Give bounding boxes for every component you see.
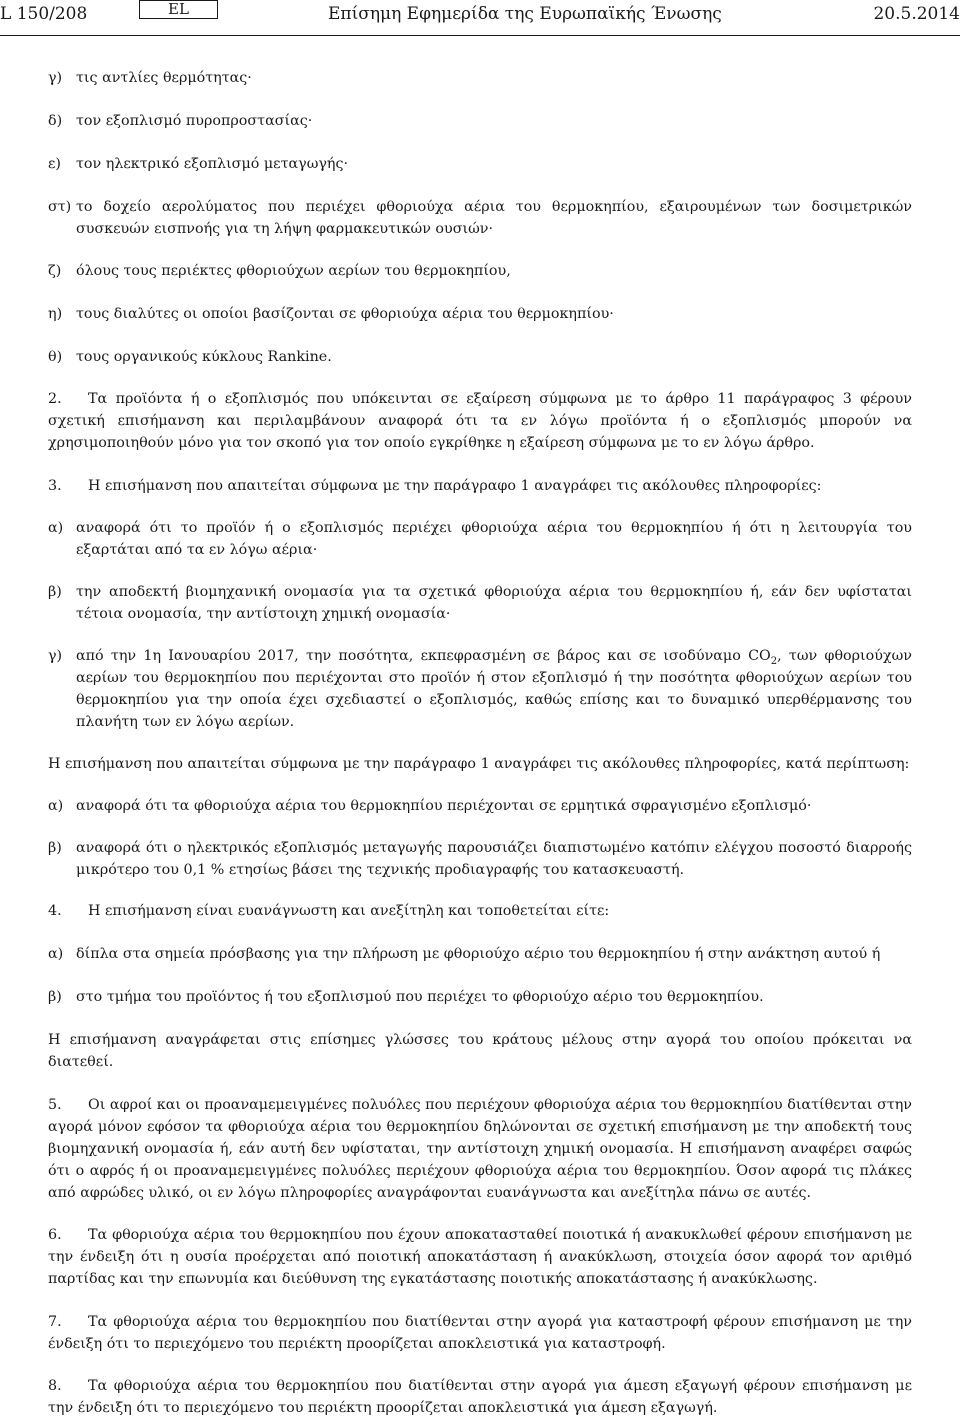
paragraph-3: 3. Η επισήμανση που απαιτείται σύμφωνα με την παράγραφο 1 αναγράφει τις ακόλουθες πληροφορίες: [48, 478, 822, 494]
paragraph-2: 2. Τα προϊόντα ή ο εξοπλισμός που υπόκεινται σε εξαίρεση σύμφωνα με το άρθρο 11 παράγραφος 3 φέρουν σχετική επισήμανση και περιλαμβάνουν αναφορά ότι τα εν λόγω προϊόντα ή ο εξοπλισμός μπορούν να χρησιμοποιηθούν μόνο για τον σκοπό για τον οποίο εγκρίθηκε η εξαίρεση σύμφωνα με το εν λόγω άρθρο. [48, 391, 912, 451]
paragraph-4: 4. Η επισήμανση είναι ευανάγνωστη και ανεξίτηλη και τοποθετείται είτε: [48, 903, 610, 919]
paragraph-5: 5. Οι αφροί και οι προαναμεμειγμένες πολυόλες που περιέχουν φθοριούχα αέρια του θερμοκηπίου διατίθενται στην αγορά μόνον εφόσον τα φθοριούχα αέρια του θερμοκηπίου δηλώνονται σε σχετική επισήμανση με την αποδεκτή τους βιομηχανική ονομασία ή, εάν αυτή δεν υφίσταται, την αντίστοιχη χημική ονομασία. Η επισήμανση αναφέρει σαφώς ότι ο αφρός ή οι προαναμεμειγμένες πολυόλες περιέχουν φθοριούχα αέρια του θερμοκηπίου. Όσον αφορά τις πλάκες από αφρώδες υλικό, οι εν λόγω πληροφορίες αναγράφονται ευανάγνωστα και ανεξίτηλα πάνω σε αυτές. [48, 1097, 912, 1201]
list-item: β) αναφορά ότι ο ηλεκτρικός εξοπλισμός μεταγωγής παρουσιάζει διαπιστωμένο κατόπιν ελέγχου ποσοστό διαρροής μικρότερο του 0,1 % ετησίως βάσει της τεχνικής προδιαγραφής του κατασκευαστή. [48, 840, 912, 878]
list-item: β) στο τμήμα του προϊόντος ή του εξοπλισμού που περιέχει το φθοριούχο αέριο του θερμοκηπίου. [48, 989, 764, 1005]
list-item: δ) τον εξοπλισμό πυροπροστασίας· [48, 113, 313, 129]
header-divider [0, 35, 960, 36]
journal-title: Επίσημη Εφημερίδα της Ευρωπαϊκής Ένωσης [328, 4, 722, 24]
list-item: β) την αποδεκτή βιομηχανική ονομασία για τα σχετικά φθοριούχα αέρια του θερμοκηπίου ή, εάν δεν υφίσταται τέτοια ονομασία, την αντίστοιχη χημική ονομασία· [48, 584, 912, 622]
page-header [0, 0, 960, 36]
paragraph-8: 8. Τα φθοριούχα αέρια του θερμοκηπίου που διατίθενται στην αγορά για άμεση εξαγωγή φέρουν επισήμανση με την ένδειξη ότι το περιεχόμενο του περιέκτη προορίζεται αποκλειστικά για άμεση εξαγωγή. [48, 1378, 912, 1416]
list-item: α) δίπλα στα σημεία πρόσβασης για την πλήρωση με φθοριούχο αέριο του θερμοκηπίου ή στην ανάκτηση αυτού ή [48, 946, 881, 962]
list-item: α) αναφορά ότι τα φθοριούχα αέρια του θερμοκηπίου περιέχονται σε ερμητικά σφραγισμένο εξοπλισμό· [48, 798, 812, 814]
language-box: EL [139, 0, 218, 19]
list-item: θ) τους οργανικούς κύκλους Rankine. [48, 349, 332, 365]
page-reference: L 150/208 [0, 4, 88, 24]
document-body [48, 60, 912, 1419]
paragraph-3-continued: Η επισήμανση που απαιτείται σύμφωνα με την παράγραφο 1 αναγράφει τις ακόλουθες πληροφορίες, κατά περίπτωση: [48, 756, 910, 772]
list-item: γ) από την 1η Ιανουαρίου 2017, την ποσότητα, εκπεφρασμένη σε βάρος και σε ισοδύναμο $CO_2$, των φθοριούχων αερίων του θερμοκηπίου που περιέχονται στο προϊόν ή στον εξοπλισμό ή την ποσότητα φθοριούχων αερίων του θερμοκηπίου για την οποία έχει σχεδιαστεί ο εξοπλισμός, καθώς επίσης και το δυναμικό υπερθέρμανσης του πλανήτη των εν λόγω αερίων. [48, 648, 912, 730]
list-item: η) τους διαλύτες οι οποίοι βασίζονται σε φθοριούχα αέρια του θερμοκηπίου· [48, 306, 614, 322]
list-item: στ) το δοχείο αερολύματος που περιέχει φθοριούχα αέρια του θερμοκηπίου, εξαιρουμένων των δοσιμετρικών συσκευών εισπνοής για τη λήψη φαρμακευτικών ουσιών· [48, 199, 912, 237]
paragraph-6: 6. Τα φθοριούχα αέρια του θερμοκηπίου που έχουν αποκατασταθεί ποιοτικά ή ανακυκλωθεί φέρουν επισήμανση με την ένδειξη ότι η ουσία προέρχεται από ποιοτική αποκατάσταση ή ανακύκλωση, στοιχεία όσον αφορά τον αριθμό παρτίδας και την επωνυμία και διεύθυνση της εγκατάστασης ποιοτικής αποκατάστασης ή ανακύκλωσης. [48, 1227, 912, 1287]
list-item: ε) τον ηλεκτρικό εξοπλισμό μεταγωγής· [48, 156, 349, 172]
paragraph-7: 7. Τα φθοριούχα αέρια του θερμοκηπίου που διατίθενται στην αγορά για καταστροφή φέρουν επισήμανση με την ένδειξη ότι το περιεχόμενο του περιέκτη προορίζεται αποκλειστικά για καταστροφή. [48, 1314, 912, 1352]
publication-date: 20.5.2014 [873, 4, 960, 24]
list-item: ζ) όλους τους περιέκτες φθοριούχων αερίων του θερμοκηπίου, [48, 263, 511, 279]
paragraph-4-continued: Η επισήμανση αναγράφεται στις επίσημες γλώσσες του κράτους μέλους στην αγορά του οποίου πρόκειται να διατεθεί. [48, 1032, 912, 1070]
list-item: α) αναφορά ότι το προϊόν ή ο εξοπλισμός περιέχει φθοριούχα αέρια του θερμοκηπίου ή ότι η λειτουργία του εξαρτάται από τα εν λόγω αέρια· [48, 520, 912, 558]
list-item: γ) τις αντλίες θερμότητας· [48, 70, 252, 86]
